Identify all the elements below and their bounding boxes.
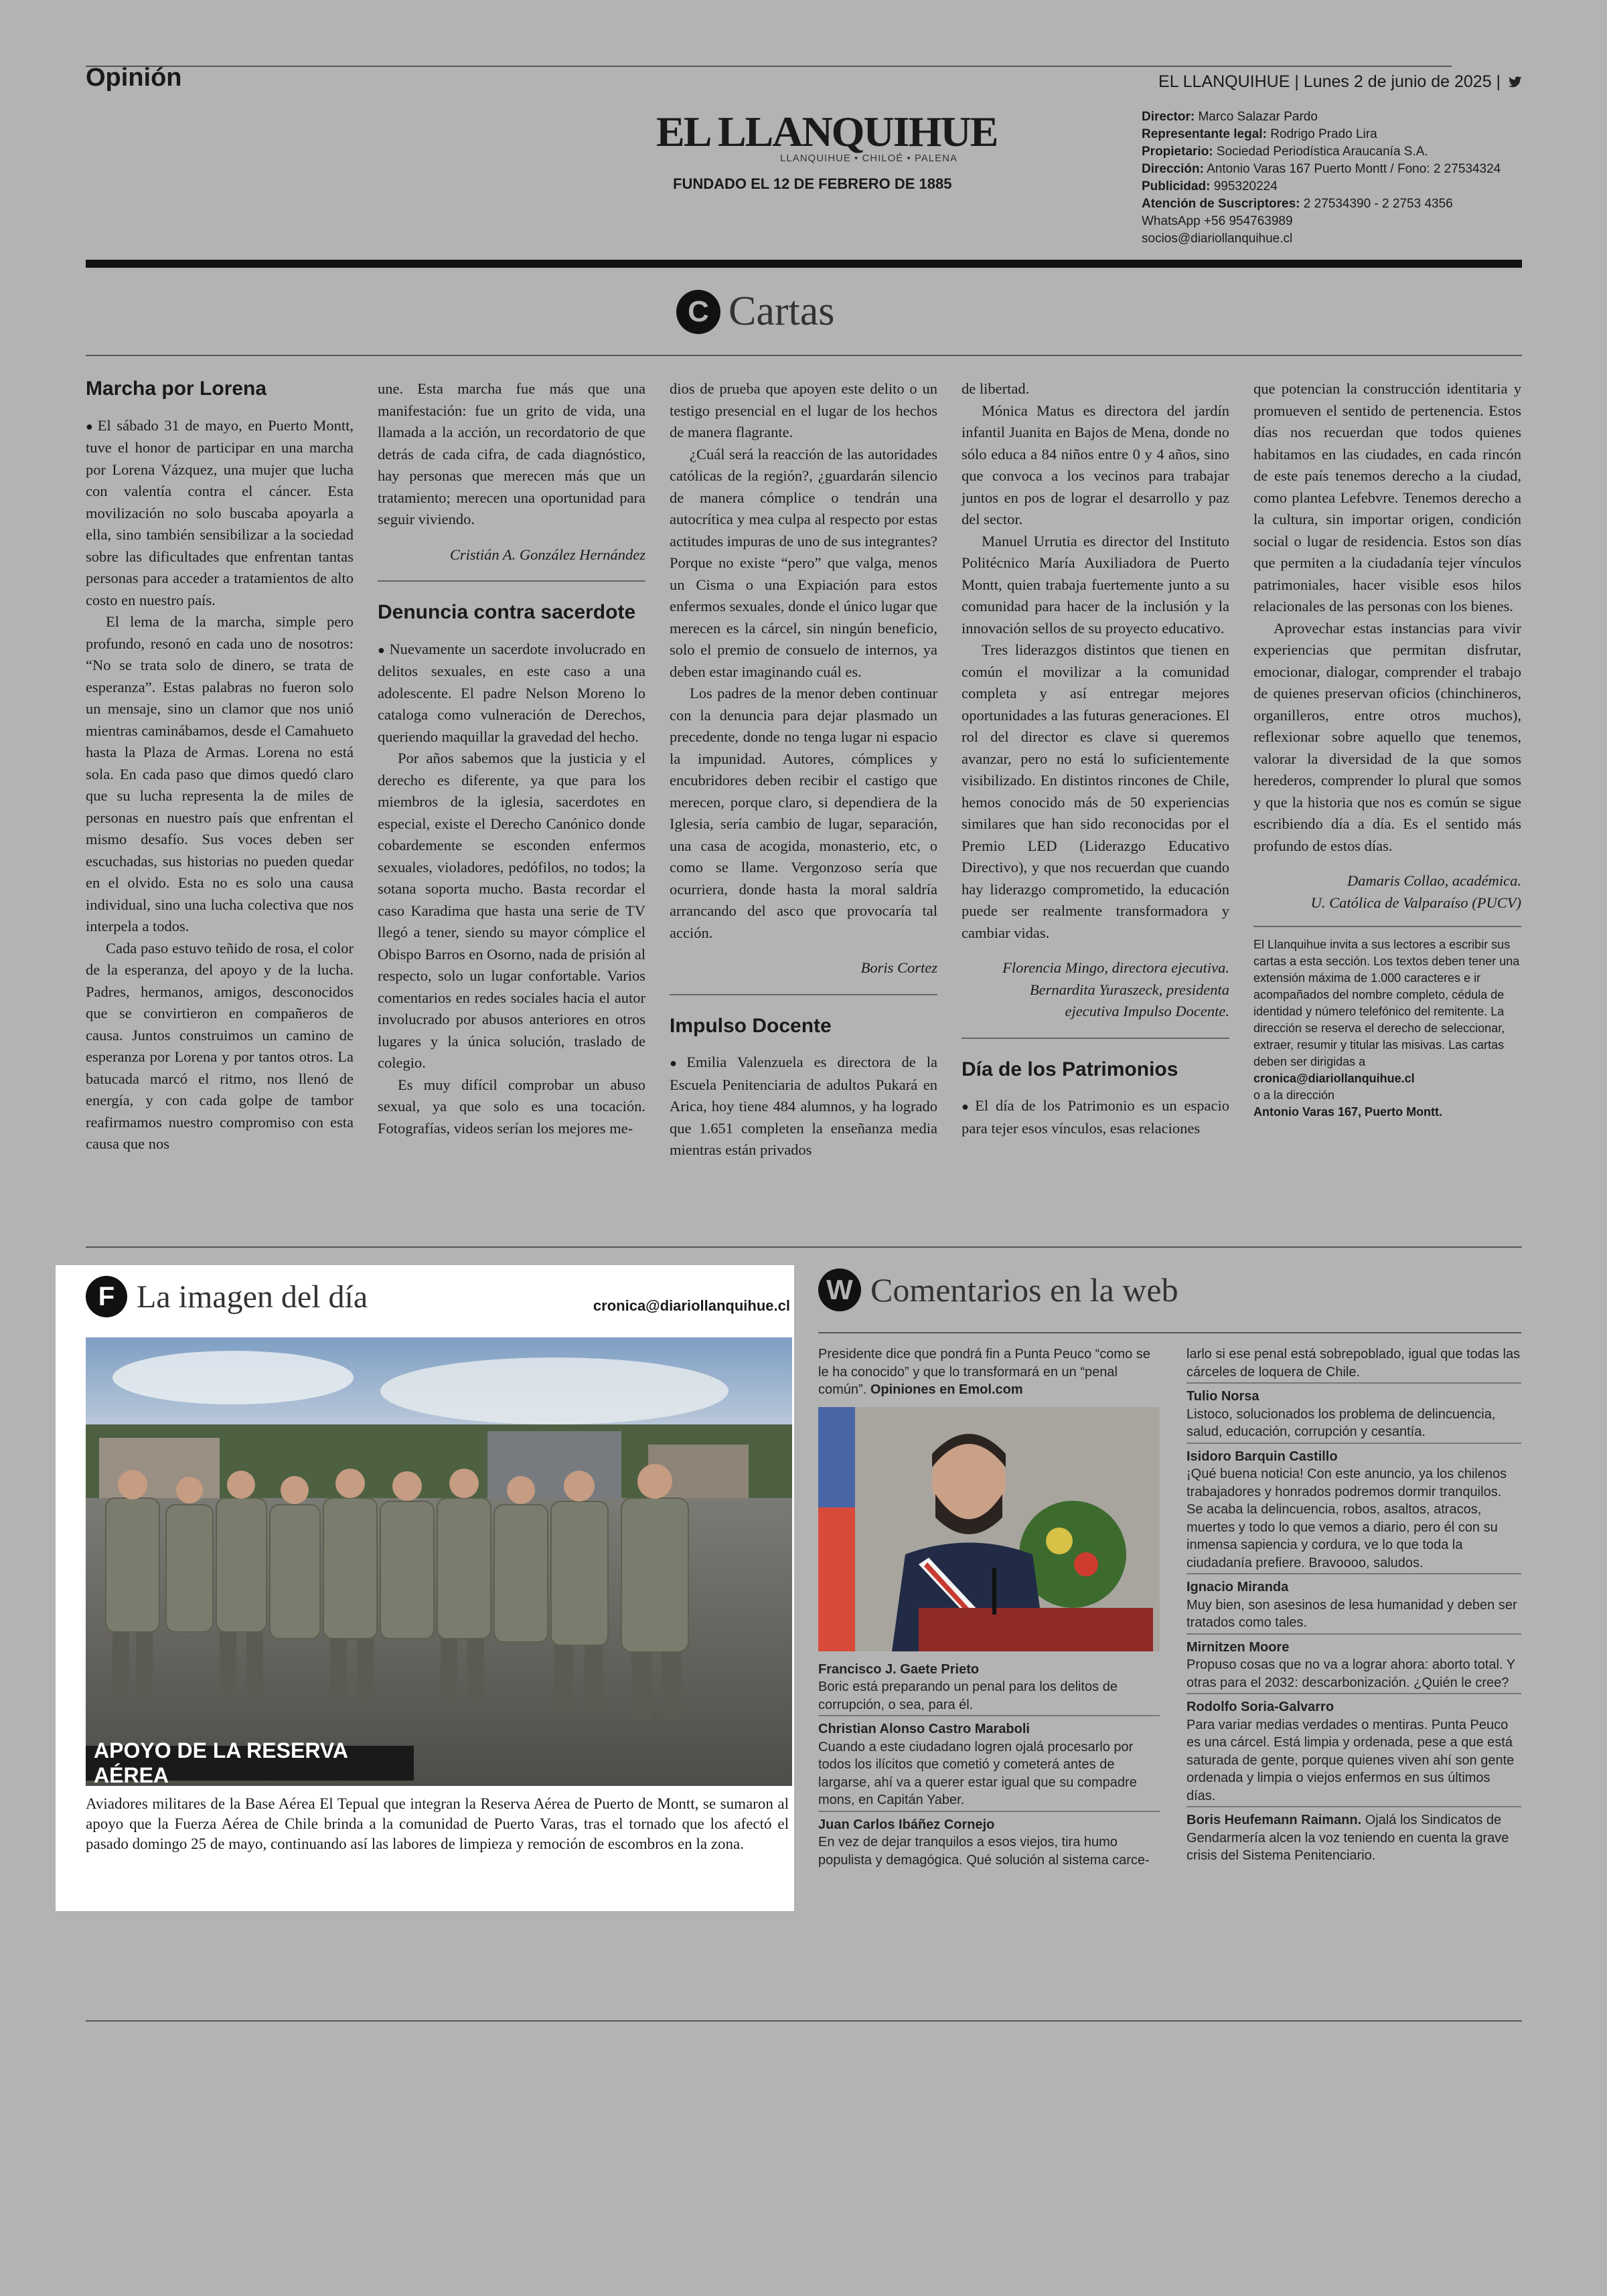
- letter-column-5: [1253, 378, 1521, 1121]
- comment-author: Christian Alonso Castro Maraboli: [818, 1722, 1030, 1736]
- letter-separator: [670, 994, 937, 995]
- letter-paragraph: Mónica Matus es directora del jardín infantil Juanita en Bajos de Mena, donde no sólo educa a 84 niños entre 0 y 4 años, sino que convoca a los vecinos para trabajar juntos en pos de lograr el desarrollo y paz del sector.: [962, 402, 1229, 527]
- comment-text: larlo si ese penal está sobrepoblado, igual que todas las cárceles de loquera de Chile.: [1187, 1347, 1521, 1380]
- comment-author: Ignacio Miranda: [1187, 1580, 1289, 1594]
- comment-item: [1187, 1639, 1521, 1695]
- comment-text: Cuando a este ciudadano logren ojalá procesarlo por todos los ilícitos que cometió y cometerá antes de largarse, ahí va a querer estar igual que su compadre mons, en Capitán Yaber.: [818, 1739, 1137, 1807]
- comments-intro-source[interactable]: Opiniones en Emol.com: [870, 1382, 1023, 1397]
- letter-separator: [962, 1038, 1229, 1039]
- credit-line: Director: Marco Salazar Pardo: [1142, 110, 1318, 124]
- bottom-rule: [86, 2020, 1522, 2022]
- comment-author: Isidoro Barquin Castillo: [1187, 1449, 1338, 1464]
- letter-column-4: [962, 378, 1229, 1139]
- credit-line: Dirección: Antonio Varas 167 Puerto Montt / Fono: 2 27534324: [1142, 162, 1501, 176]
- comment-author: Rodolfo Soria-Galvarro: [1187, 1700, 1334, 1714]
- header-thick-rule: [86, 260, 1522, 268]
- letter-paragraph: Manuel Urrutia es director del Instituto Politécnico María Auxiliadora de Puerto Montt, quien trabaja fuertemente junto a su comunidad para hacer de la inclusión y la innovación sellos de su proyecto educativo.: [962, 532, 1229, 637]
- cartas-rule: [86, 355, 1522, 356]
- comment-author: Francisco J. Gaete Prieto: [818, 1661, 980, 1677]
- letter-paragraph: ● El sábado 31 de mayo, en Puerto Montt, tuve el honor de participar en una marcha por Lorena Vázquez, una mujer que lucha con valentía contra el cáncer. Esta movilización no solo buscaba apoyarla a ella, sino también sensibilizar a la sociedad sobre las dificultades que enfrentan tantas personas para acceder a tratamientos de alto costo en nuestro país.: [86, 415, 354, 612]
- top-rule: [86, 66, 1452, 67]
- comment-item: [818, 1816, 1160, 1871]
- letter-signature: Boris Cortez: [860, 959, 937, 976]
- letter-paragraph: ● Emilia Valenzuela es directora de la Escuela Penitenciaria de adultos Pukará en Arica, hoy tiene 484 alumnos, y ha logrado que 1.651 completen la enseñanza media mientras están privados: [670, 1052, 937, 1161]
- letter-paragraph: ● El día de los Patrimonio es un espacio para tejer esos vínculos, esas relaciones: [962, 1095, 1229, 1139]
- comments-left-column: [818, 1345, 1160, 1874]
- letter-heading: Impulso Docente: [670, 1014, 832, 1037]
- comment-author: Tulio Norsa: [1187, 1389, 1259, 1404]
- letter-heading: Día de los Patrimonios: [962, 1058, 1178, 1080]
- letter-column-3: [670, 378, 937, 1161]
- cartas-title: [676, 288, 834, 335]
- credits-box: [1142, 108, 1501, 248]
- comment-item: [1187, 1698, 1521, 1807]
- masthead: EL LLANQUIHUE: [656, 108, 998, 155]
- letter-paragraph: Tres liderazgos distintos que tienen en común el movilizar a la comunidad completa y así entregar mejores oportunidades a las futuras generaciones. El rol del director es clave si queremos avanzar, pero no está lo suficientemente visibilizado. En distintos rincones de Chile, hemos conocido más de 50 experiencias similares que han sido reconocidas por el Premio LED (Liderazgo Educativo Directivo), y que nos recuerdan que cuando hay liderazgo comprometido, la educación puede ser realmente transformadora y cambiar vidas.: [962, 641, 1229, 941]
- credit-line: WhatsApp +56 954763989: [1142, 214, 1293, 228]
- comments-intro-text: Presidente dice que pondrá fin a Punta Peuco “como se le ha conocido” y que lo transformará en un “penal común”.: [818, 1347, 1150, 1397]
- letter-paragraph: une. Esta marcha fue más que una manifestación: fue un grito de vida, una llamada a la acción, un recordatorio de que detrás de cada cifra, de cada diagnóstico, hay personas que merecen más que un tratamiento; merecen una oportunidad para seguir viviendo.: [378, 380, 645, 527]
- photo-title-banner: APOYO DE LA RESERVA AÉREA: [86, 1746, 414, 1781]
- comment-author: Juan Carlos Ibáñez Cornejo: [818, 1817, 995, 1832]
- letter-signature: Cristián A. González Hernández: [449, 546, 645, 563]
- credit-line: socios@diariollanquihue.cl: [1142, 232, 1293, 246]
- letter-paragraph: Cada paso estuvo teñido de rosa, el color de la esperanza, del apoyo y de la lucha. Padres, hermanos, amigos, desconocidos que se convirtieron en compañeros de causa. Juntos construimos un camino de esperanza por Lorena y por tantos otros. La batucada marcó el ritmo, nos llenó de energía, y con cada golpe de tambor reafirmamos nuestro compromiso con esta causa que nos: [86, 939, 354, 1152]
- letter-signature: Damaris Collao, académica.: [1347, 872, 1521, 889]
- comment-text: ¡Qué buena noticia! Con este anuncio, ya los chilenos trabajadores y honrados podremos dormir tranquilos. Se acaba la delincuencia, robos, asaltos, atracos, muertes y todo lo que vemos a diario, pero él con su inmensa sapiencia y cordura, ve lo que toda la ciudadanía prefiere. Bravoooo, saludos.: [1187, 1467, 1507, 1570]
- submission-address: Antonio Varas 167, Puerto Montt.: [1253, 1105, 1443, 1119]
- president-photo: [818, 1407, 1160, 1651]
- submission-or: o a la dirección: [1253, 1088, 1335, 1102]
- letter-column-2: [378, 378, 645, 1139]
- letter-paragraph: Es muy difícil comprobar un abuso sexual, ya que solo es una tocación. Fotografías, videos serían los mejores me-: [378, 1076, 645, 1137]
- letter-paragraph: Por años sabemos que la justicia y el derecho es diferente, ya que para los miembros de la iglesia, sacerdotes en especial, existe el Derecho Canónico donde cobardemente se esconden enfermos sexuales, violadores, pedófilos, no todos; la sotana soporta mucho. Basta recordar el caso Karadima que hasta una serie de TV llegó a tener, siendo su mayor cómplice el Obispo Barros en Osorno, nada de prisión al respecto, solo un lugar confortable. Varios comentarios en redes sociales hacia el autor involucrado por abusos anteriores en otros lugares y la única solución, traslado de colegio.: [378, 750, 645, 1071]
- comment-item: [1187, 1388, 1521, 1444]
- comment-item: [1187, 1811, 1521, 1866]
- comment-item: [1187, 1578, 1521, 1635]
- submission-email[interactable]: cronica@diariollanquihue.cl: [1253, 1072, 1415, 1085]
- image-badge-icon: F: [86, 1276, 127, 1317]
- image-of-day-title: La imagen del día: [137, 1279, 368, 1315]
- letter-separator: [1253, 926, 1521, 927]
- letter-paragraph: El lema de la marcha, simple pero profundo, resonó en cada uno de nosotros: “No se trata solo de dinero, se trata de esperanza”. Estas palabras no fueron solo un mensaje, sino un clamor que nos unió mientras caminábamos, desde el Camahueto hasta la Plaza de Armas. Lorena no está sola. En cada paso que dimos quedó claro que su lucha representa la de miles de personas en nuestro país que enfrentan el mismo desafío. Sus voces deben ser escuchadas, sus historias no pueden quedar en el olvido. Esta no es solo una causa individual, sino una lucha colectiva que nos interpela a todos.: [86, 613, 354, 934]
- letter-paragraph: ¿Cuál será la reacción de las autoridades católicas de la región?, ¿guardarán silencio de manera cómplice o tendrán una autocrítica y mea culpa al respecto por estas actitudes impuras de uno de sus integrantes? Porque no existe “pero” que valga, menos un Cisma o una Expiación para estos enfermos sexuales, donde el único lugar que merecen es la cárcel, sin ningún beneficio, solo el premio de consuelo de internos, ya deben estar imaginando cuál es.: [670, 445, 937, 680]
- letter-signature: U. Católica de Valparaíso (PUCV): [1310, 894, 1521, 911]
- credit-line: Propietario: Sociedad Periodística Araucanía S.A.: [1142, 145, 1428, 159]
- comment-author: Boris Heufemann Raimann.: [1187, 1813, 1362, 1827]
- image-email[interactable]: cronica@diariollanquihue.cl: [593, 1297, 790, 1314]
- submission-note-text: El Llanquihue invita a sus lectores a escribir sus cartas a esta sección. Los textos deben tener una extensión máxima de 1.000 caracteres e ir acompañados del nombre completo, cédula de identidad y número telefónico del remitente. La dirección se reserva el derecho de seleccionar, extraer, resumir y titular las misivas. Las cartas deben ser dirigidas a: [1253, 938, 1520, 1068]
- twitter-icon[interactable]: [1508, 76, 1523, 88]
- comments-right-column: [1187, 1345, 1521, 1870]
- letter-paragraph: Los padres de la menor deben continuar con la denuncia para dejar plasmado un precedente, donde no tenga lugar ni espacio la impunidad. Autores, cómplices y encubridores deben recibir el castigo que merecen, porque claro, si dependiera de la Iglesia, sería cambio de lugar, separación, una casa de acogida, monasterio, etc, o como se llame. Vergonzoso sería que ocurriera, donde hasta la moral saldría arrancando del asco que provocaría tal acción.: [670, 685, 937, 941]
- comment-author: Mirnitzen Moore: [1187, 1639, 1290, 1655]
- photo-caption: Aviadores militares de la Base Aérea El Tepual que integran la Reserva Aérea de Puerto de Montt, se sumaron al apoyo que la Fuerza Aérea de Chile brinda a la comunidad de Puerto Varas, tras el tornado que los afectó el pasado domingo 25 de mayo, continuando así las labores de limpieza y remoción de escombros en la zona.: [86, 1795, 789, 1852]
- comment-text: En vez de dejar tranquilos a esos viejos, tira humo populista y demagógica. Qué solución al sistema carce-: [818, 1835, 1150, 1868]
- credit-line: Atención de Suscriptores: 2 27534390 - 2 2753 4356: [1142, 197, 1453, 211]
- paper-date-text: EL LLANQUIHUE | Lunes 2 de junio de 2025 |: [1158, 72, 1501, 91]
- president-podium-image: [818, 1407, 1160, 1651]
- comments-rule: [818, 1332, 1521, 1333]
- comments-title: Comentarios en la web: [870, 1271, 1178, 1309]
- image-of-day-panel: [56, 1265, 794, 1911]
- comments-header: [818, 1268, 1178, 1311]
- masthead-subtitle: LLANQUIHUE • CHILOÉ • PALENA: [780, 153, 958, 164]
- letter-paragraph: que potencian la construcción identitaria y promueven el sentido de pertenencia. Estos días nos recuerdan que todos quienes habitamos en las ciudades, en cada rincón de este país tenemos derecho a la ciudad, como plantea Lefebvre. Tenemos derecho a la cultura, sin importar origen, condición social o lugar de residencia. Estos son días que permiten a la ciudadanía tejer vínculos patrimoniales, hacer visible esos hilos relacionales de las personas con los bienes.: [1253, 380, 1521, 614]
- comment-item: [1187, 1448, 1521, 1575]
- submission-note: [1253, 936, 1521, 1121]
- image-of-day-header: [86, 1276, 368, 1317]
- section-label: Opinión: [86, 64, 182, 92]
- soldiers-photo-image: [86, 1337, 792, 1786]
- credit-line: Publicidad: 995320224: [1142, 179, 1278, 193]
- paper-date: [1158, 72, 1523, 92]
- comment-text: Listoco, solucionados los problema de delincuencia, salud, educación, corrupción y cesantía.: [1187, 1406, 1496, 1439]
- comment-text: Ojalá los Sindicatos de Gendarmería alcen la voz teniendo en cuenta la grave crisis del Sistema Penitenciario.: [1187, 1813, 1509, 1863]
- reserve-photo: [86, 1337, 792, 1786]
- mid-rule: [86, 1246, 1522, 1248]
- letter-paragraph: de libertad.: [962, 380, 1030, 397]
- comment-item: [1187, 1345, 1521, 1384]
- comment-item: [818, 1661, 1160, 1717]
- cartas-badge-icon: C: [676, 290, 720, 334]
- letter-separator: [378, 580, 645, 582]
- letter-paragraph: Aprovechar estas instancias para vivir experiencias que permitan disfrutar, emocionar, dialogar, comprender el trabajo de quienes preservan oficios (chinchineros, organilleros, entre otros muchos), reflexionar sobre aquello que tenemos, valorar la diversidad de la que somos herederos, comprender lo plural que somos y que la historia que nos es común se sigue escribiendo día a día. Es el sentido más profundo de estos días.: [1253, 619, 1521, 854]
- comment-text: Propuso cosas que no va a lograr ahora: aborto total. Y otras para el 2032: descarbonización. ¿Quién le cree?: [1187, 1657, 1515, 1690]
- letter-paragraph: ● Nuevamente un sacerdote involucrado en delitos sexuales, en este caso a una adolescente. El padre Nelson Moreno lo cataloga como vulneración de Derechos, queriendo maquillar la gravedad del hecho.: [378, 639, 645, 748]
- comment-text: Boric está preparando un penal para los delitos de corrupción, o sea, para él.: [818, 1679, 1118, 1712]
- comment-text: Muy bien, son asesinos de lesa humanidad y deben ser tratados como tales.: [1187, 1597, 1517, 1630]
- letter-signature: Bernardita Yuraszeck, presidenta ejecutiva Impulso Docente.: [1029, 981, 1229, 1019]
- founded-line: FUNDADO EL 12 DE FEBRERO DE 1885: [673, 175, 952, 192]
- letter-heading: Marcha por Lorena: [86, 378, 267, 400]
- letter-column-1: [86, 378, 354, 1155]
- letter-heading: Denuncia contra sacerdote: [378, 601, 636, 623]
- letter-paragraph: dios de prueba que apoyen este delito o un testigo presencial en el lugar de los hechos de manera flagrante.: [670, 380, 937, 440]
- comment-item: [818, 1720, 1160, 1812]
- credit-line: Representante legal: Rodrigo Prado Lira: [1142, 127, 1377, 141]
- comment-text: Para variar medias verdades o mentiras. Punta Peuco es una cárcel. Está limpia y ordenada, pese a que está saturada de gente, porque quienes viven ahí son gente ordenada y limpia o viejos enfermos en sus últimos días.: [1187, 1717, 1515, 1803]
- comments-intro: [818, 1345, 1160, 1399]
- cartas-title-text: Cartas: [729, 289, 835, 334]
- web-badge-icon: W: [818, 1268, 861, 1311]
- letter-signature: Florencia Mingo, directora ejecutiva.: [1002, 959, 1229, 976]
